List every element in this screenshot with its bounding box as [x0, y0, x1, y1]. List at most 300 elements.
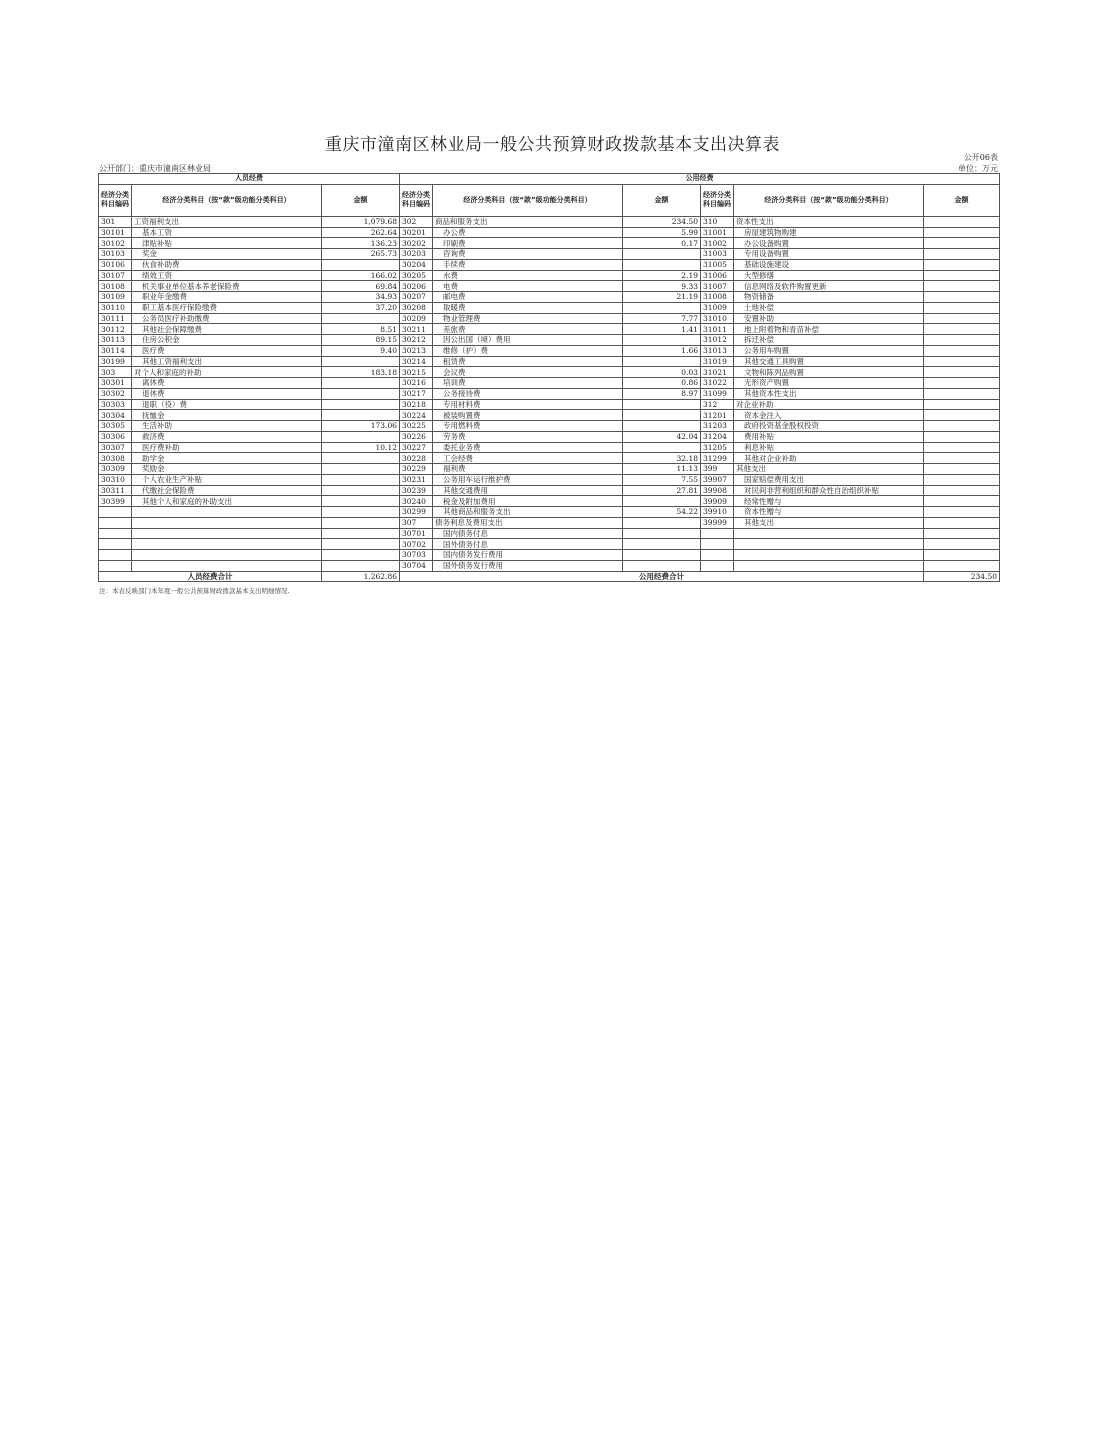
cell-amount	[623, 302, 701, 313]
cell-amount	[623, 560, 701, 571]
table-row	[99, 238, 1000, 249]
cell-code: 30109	[99, 292, 132, 303]
table-row	[99, 313, 1000, 324]
cell-code: 30302	[99, 388, 132, 399]
cell-amount	[623, 249, 701, 260]
table-row	[99, 292, 1000, 303]
cell-amount: 2.19	[623, 270, 701, 281]
cell-name: 因公出国（境）费用	[433, 335, 623, 346]
public-header: 公用经费	[400, 174, 1000, 185]
cell-amount	[924, 324, 1000, 335]
cell-code: 30399	[99, 496, 132, 507]
cell-amount: 5.99	[623, 227, 701, 238]
cell-name: 对个人和家庭的补助	[132, 367, 322, 378]
cell-name: 职工基本医疗保险缴费	[132, 302, 322, 313]
table-row	[99, 453, 1000, 464]
cell-name: 资本性支出	[734, 216, 924, 227]
cell-name: 取暖费	[433, 302, 623, 313]
cell-name: 差旅费	[433, 324, 623, 335]
cell-name: 其他交通费用	[433, 485, 623, 496]
cell-code: 30113	[99, 335, 132, 346]
cell-amount: 166.02	[322, 270, 400, 281]
cell-name: 基础设施建设	[734, 259, 924, 270]
table-row	[99, 496, 1000, 507]
cell-amount: 136.23	[322, 238, 400, 249]
cell-code: 30702	[400, 539, 433, 550]
cell-amount	[322, 550, 400, 561]
cell-amount	[322, 560, 400, 571]
cell-amount	[924, 216, 1000, 227]
cell-code: 31204	[701, 431, 734, 442]
cell-code: 31021	[701, 367, 734, 378]
cell-code: 30217	[400, 388, 433, 399]
cell-amount	[322, 410, 400, 421]
cell-code: 30229	[400, 464, 433, 475]
cell-amount	[924, 550, 1000, 561]
cell-name: 拆迁补偿	[734, 335, 924, 346]
cell-code: 30225	[400, 421, 433, 432]
cell-amount	[322, 464, 400, 475]
cell-name	[734, 528, 924, 539]
cell-amount	[924, 399, 1000, 410]
cell-name: 邮电费	[433, 292, 623, 303]
cell-name: 水费	[433, 270, 623, 281]
cell-code: 30304	[99, 410, 132, 421]
cell-amount: 7.55	[623, 474, 701, 485]
footnote: 注：本表反映部门本年度一般公共预算财政拨款基本支出明细情况.	[99, 587, 290, 595]
cell-code: 31007	[701, 281, 734, 292]
table-row	[99, 302, 1000, 313]
cell-amount	[322, 259, 400, 270]
cell-name: 国外债务付息	[433, 539, 623, 550]
cell-code: 31203	[701, 421, 734, 432]
cell-amount	[322, 388, 400, 399]
table-row	[99, 324, 1000, 335]
cell-name: 津贴补贴	[132, 238, 322, 249]
cell-name: 助学金	[132, 453, 322, 464]
cell-name: 土地补偿	[734, 302, 924, 313]
cell-amount	[322, 539, 400, 550]
cell-name: 电费	[433, 281, 623, 292]
cell-code: 399	[701, 464, 734, 475]
cell-name: 公务员医疗补助缴费	[132, 313, 322, 324]
cell-amount: 11.13	[623, 464, 701, 475]
cell-code: 30306	[99, 431, 132, 442]
cell-code: 30111	[99, 313, 132, 324]
cell-name: 其他支出	[734, 464, 924, 475]
cell-name: 其他交通工具购置	[734, 356, 924, 367]
expenditure-table	[98, 173, 1000, 582]
public-total-label: 公用经费合计	[400, 571, 924, 582]
table-row	[99, 474, 1000, 485]
cell-amount: 10.12	[322, 442, 400, 453]
cell-name: 伙食补助费	[132, 259, 322, 270]
cell-name: 房屋建筑物购建	[734, 227, 924, 238]
cell-name: 退职（役）费	[132, 399, 322, 410]
cell-name: 抚恤金	[132, 410, 322, 421]
cell-code	[99, 539, 132, 550]
cell-code: 30215	[400, 367, 433, 378]
cell-amount	[322, 517, 400, 528]
cell-code: 30209	[400, 313, 433, 324]
table-row	[99, 367, 1000, 378]
cell-amount	[924, 464, 1000, 475]
col-code-header: 经济分类科目编码	[701, 184, 734, 216]
public-total-value: 234.50	[924, 571, 1000, 582]
cell-code	[99, 507, 132, 518]
cell-name: 其他资本性支出	[734, 388, 924, 399]
cell-code: 30202	[400, 238, 433, 249]
cell-name: 住房公积金	[132, 335, 322, 346]
cell-name: 退休费	[132, 388, 322, 399]
cell-code: 30205	[400, 270, 433, 281]
cell-code: 30240	[400, 496, 433, 507]
cell-code: 39909	[701, 496, 734, 507]
cell-amount: 8.97	[623, 388, 701, 399]
cell-name: 工资福利支出	[132, 216, 322, 227]
cell-code	[701, 560, 734, 571]
cell-name: 其他商品和服务支出	[433, 507, 623, 518]
cell-amount	[924, 388, 1000, 399]
cell-code: 30108	[99, 281, 132, 292]
cell-name: 物资储备	[734, 292, 924, 303]
cell-code: 30703	[400, 550, 433, 561]
cell-name: 绩效工资	[132, 270, 322, 281]
cell-amount	[623, 259, 701, 270]
cell-name: 印刷费	[433, 238, 623, 249]
table-row	[99, 270, 1000, 281]
table-row	[99, 517, 1000, 528]
cell-code: 30310	[99, 474, 132, 485]
cell-amount: 54.22	[623, 507, 701, 518]
cell-name: 资本性赠与	[734, 507, 924, 518]
cell-code: 30303	[99, 399, 132, 410]
cell-code: 301	[99, 216, 132, 227]
cell-code	[701, 528, 734, 539]
department-label: 公开部门：重庆市潼南区林业局	[99, 164, 211, 173]
cell-amount	[623, 356, 701, 367]
cell-amount: 27.81	[623, 485, 701, 496]
cell-code: 30311	[99, 485, 132, 496]
cell-amount	[924, 367, 1000, 378]
cell-code: 30228	[400, 453, 433, 464]
cell-amount	[322, 485, 400, 496]
cell-name: 被装购置费	[433, 410, 623, 421]
cell-code: 30199	[99, 356, 132, 367]
table-row	[99, 227, 1000, 238]
cell-code: 31012	[701, 335, 734, 346]
cell-code: 30704	[400, 560, 433, 571]
cell-code: 30112	[99, 324, 132, 335]
cell-name: 咨询费	[433, 249, 623, 260]
cell-amount	[924, 431, 1000, 442]
cell-code: 31099	[701, 388, 734, 399]
cell-code: 31011	[701, 324, 734, 335]
cell-name	[132, 517, 322, 528]
cell-amount	[623, 528, 701, 539]
cell-amount	[924, 249, 1000, 260]
cell-amount: 234.50	[623, 216, 701, 227]
cell-amount	[924, 474, 1000, 485]
cell-code: 31009	[701, 302, 734, 313]
cell-amount	[623, 410, 701, 421]
cell-code	[99, 517, 132, 528]
cell-code	[701, 550, 734, 561]
cell-amount: 265.73	[322, 249, 400, 260]
cell-amount	[623, 442, 701, 453]
cell-amount	[322, 399, 400, 410]
cell-amount	[322, 356, 400, 367]
cell-amount	[322, 378, 400, 389]
cell-amount	[924, 507, 1000, 518]
cell-amount	[924, 517, 1000, 528]
cell-code: 30214	[400, 356, 433, 367]
cell-code: 30213	[400, 345, 433, 356]
cell-amount: 32.18	[623, 453, 701, 464]
cell-name: 机关事业单位基本养老保险费	[132, 281, 322, 292]
cell-amount	[623, 550, 701, 561]
cell-amount: 1,079.68	[322, 216, 400, 227]
cell-amount	[322, 528, 400, 539]
cell-name: 经常性赠与	[734, 496, 924, 507]
page-title: 重庆市潼南区林业局一般公共预算财政拨款基本支出决算表	[325, 135, 780, 155]
cell-code: 31201	[701, 410, 734, 421]
cell-name: 生活补助	[132, 421, 322, 432]
cell-name: 利息补贴	[734, 442, 924, 453]
cell-code: 30218	[400, 399, 433, 410]
cell-code: 310	[701, 216, 734, 227]
cell-amount	[623, 496, 701, 507]
cell-amount: 9.33	[623, 281, 701, 292]
cell-name: 医疗费补助	[132, 442, 322, 453]
cell-name: 国家赔偿费用支出	[734, 474, 924, 485]
cell-amount	[322, 431, 400, 442]
cell-code: 30102	[99, 238, 132, 249]
cell-amount	[924, 485, 1000, 496]
cell-amount	[623, 335, 701, 346]
cell-amount	[924, 528, 1000, 539]
cell-amount	[924, 281, 1000, 292]
cell-name: 地上附着物和青苗补偿	[734, 324, 924, 335]
cell-name: 奖励金	[132, 464, 322, 475]
table-row	[99, 388, 1000, 399]
cell-amount: 9.40	[322, 345, 400, 356]
cell-name: 救济费	[132, 431, 322, 442]
cell-code: 39999	[701, 517, 734, 528]
cell-amount	[924, 259, 1000, 270]
cell-code: 30307	[99, 442, 132, 453]
cell-amount	[924, 378, 1000, 389]
unit-label: 单位：万元	[958, 164, 998, 173]
cell-code: 30299	[400, 507, 433, 518]
cell-name: 大型修缮	[734, 270, 924, 281]
cell-amount: 0.17	[623, 238, 701, 249]
cell-name: 福利费	[433, 464, 623, 475]
cell-name: 公务用车运行维护费	[433, 474, 623, 485]
cell-name: 对民间非营利组织和群众性自治组织补贴	[734, 485, 924, 496]
cell-name: 其他个人和家庭的补助支出	[132, 496, 322, 507]
cell-code	[99, 560, 132, 571]
cell-name: 劳务费	[433, 431, 623, 442]
cell-amount	[623, 399, 701, 410]
table-row	[99, 281, 1000, 292]
cell-code	[99, 528, 132, 539]
cell-amount: 1.66	[623, 345, 701, 356]
cell-name: 其他工资福利支出	[132, 356, 322, 367]
personnel-header: 人员经费	[99, 174, 400, 185]
cell-name	[132, 528, 322, 539]
cell-code: 30206	[400, 281, 433, 292]
cell-code: 30701	[400, 528, 433, 539]
cell-code: 30231	[400, 474, 433, 485]
cell-amount: 42.04	[623, 431, 701, 442]
cell-amount: 21.19	[623, 292, 701, 303]
cell-name: 对企业补助	[734, 399, 924, 410]
cell-code: 30106	[99, 259, 132, 270]
cell-amount	[924, 560, 1000, 571]
cell-amount	[924, 539, 1000, 550]
cell-amount: 7.77	[623, 313, 701, 324]
cell-name	[734, 550, 924, 561]
cell-code	[701, 539, 734, 550]
cell-code: 30305	[99, 421, 132, 432]
cell-amount: 89.15	[322, 335, 400, 346]
personnel-total-label: 人员经费合计	[99, 571, 322, 582]
cell-amount: 69.84	[322, 281, 400, 292]
cell-name: 其他支出	[734, 517, 924, 528]
cell-code: 31006	[701, 270, 734, 281]
cell-code: 31001	[701, 227, 734, 238]
cell-name: 商品和服务支出	[433, 216, 623, 227]
cell-code: 30107	[99, 270, 132, 281]
table-row	[99, 550, 1000, 561]
table-row	[99, 560, 1000, 571]
cell-amount	[924, 227, 1000, 238]
cell-code: 31022	[701, 378, 734, 389]
cell-name: 国内债务发行费用	[433, 550, 623, 561]
cell-code: 303	[99, 367, 132, 378]
cell-amount	[322, 474, 400, 485]
table-row	[99, 249, 1000, 260]
cell-code: 30201	[400, 227, 433, 238]
col-amount-header: 金额	[924, 184, 1000, 216]
table-row	[99, 442, 1000, 453]
cell-name: 税金及附加费用	[433, 496, 623, 507]
cell-name: 奖金	[132, 249, 322, 260]
cell-code: 31205	[701, 442, 734, 453]
table-row	[99, 421, 1000, 432]
cell-amount	[924, 410, 1000, 421]
cell-name: 租赁费	[433, 356, 623, 367]
cell-name: 专用材料费	[433, 399, 623, 410]
personnel-total-value: 1,262.86	[322, 571, 400, 582]
cell-amount	[924, 292, 1000, 303]
cell-code: 31002	[701, 238, 734, 249]
cell-amount: 8.51	[322, 324, 400, 335]
cell-amount: 1.41	[623, 324, 701, 335]
cell-name: 物业管理费	[433, 313, 623, 324]
col-amount-header: 金额	[322, 184, 400, 216]
cell-name: 其他社会保障缴费	[132, 324, 322, 335]
cell-code: 30203	[400, 249, 433, 260]
cell-name: 培训费	[433, 378, 623, 389]
cell-name: 办公设备购置	[734, 238, 924, 249]
cell-code: 30227	[400, 442, 433, 453]
cell-amount	[924, 270, 1000, 281]
cell-name: 职业年金缴费	[132, 292, 322, 303]
cell-name: 委托业务费	[433, 442, 623, 453]
cell-name: 工会经费	[433, 453, 623, 464]
cell-name: 信息网络及软件购置更新	[734, 281, 924, 292]
table-row	[99, 378, 1000, 389]
cell-amount	[924, 496, 1000, 507]
col-code-header: 经济分类科目编码	[99, 184, 132, 216]
cell-amount	[623, 421, 701, 432]
cell-name: 维修（护）费	[433, 345, 623, 356]
cell-name: 公务接待费	[433, 388, 623, 399]
table-row	[99, 410, 1000, 421]
cell-amount	[924, 453, 1000, 464]
col-name-header: 经济分类科目（按“款”级功能分类科目）	[433, 184, 623, 216]
cell-code: 30103	[99, 249, 132, 260]
cell-name: 基本工资	[132, 227, 322, 238]
cell-name: 费用补贴	[734, 431, 924, 442]
cell-code: 30309	[99, 464, 132, 475]
cell-amount: 0.03	[623, 367, 701, 378]
table-row	[99, 431, 1000, 442]
cell-code: 30101	[99, 227, 132, 238]
cell-code: 39907	[701, 474, 734, 485]
cell-amount	[322, 313, 400, 324]
cell-name: 代缴社会保险费	[132, 485, 322, 496]
table-row	[99, 528, 1000, 539]
cell-code: 30110	[99, 302, 132, 313]
cell-name: 专用燃料费	[433, 421, 623, 432]
cell-name: 国内债务付息	[433, 528, 623, 539]
cell-name: 资本金注入	[734, 410, 924, 421]
cell-code: 302	[400, 216, 433, 227]
cell-code: 30208	[400, 302, 433, 313]
cell-code: 39908	[701, 485, 734, 496]
cell-code: 30204	[400, 259, 433, 270]
cell-name: 国外债务发行费用	[433, 560, 623, 571]
cell-amount	[623, 517, 701, 528]
cell-code: 31019	[701, 356, 734, 367]
cell-name	[734, 560, 924, 571]
cell-code: 31003	[701, 249, 734, 260]
cell-name: 办公费	[433, 227, 623, 238]
cell-amount: 183.18	[322, 367, 400, 378]
cell-amount	[322, 496, 400, 507]
col-name-header: 经济分类科目（按“款”级功能分类科目）	[734, 184, 924, 216]
cell-code: 30239	[400, 485, 433, 496]
cell-code: 31299	[701, 453, 734, 464]
cell-code: 30216	[400, 378, 433, 389]
table-row	[99, 464, 1000, 475]
cell-amount	[924, 302, 1000, 313]
cell-name: 专用设备购置	[734, 249, 924, 260]
cell-name	[132, 507, 322, 518]
form-number: 公开06表	[963, 153, 998, 162]
table-row	[99, 259, 1000, 270]
table-row	[99, 345, 1000, 356]
cell-name: 个人农业生产补贴	[132, 474, 322, 485]
cell-code: 312	[701, 399, 734, 410]
cell-code: 30211	[400, 324, 433, 335]
cell-code: 30301	[99, 378, 132, 389]
table-row	[99, 485, 1000, 496]
cell-amount	[322, 507, 400, 518]
